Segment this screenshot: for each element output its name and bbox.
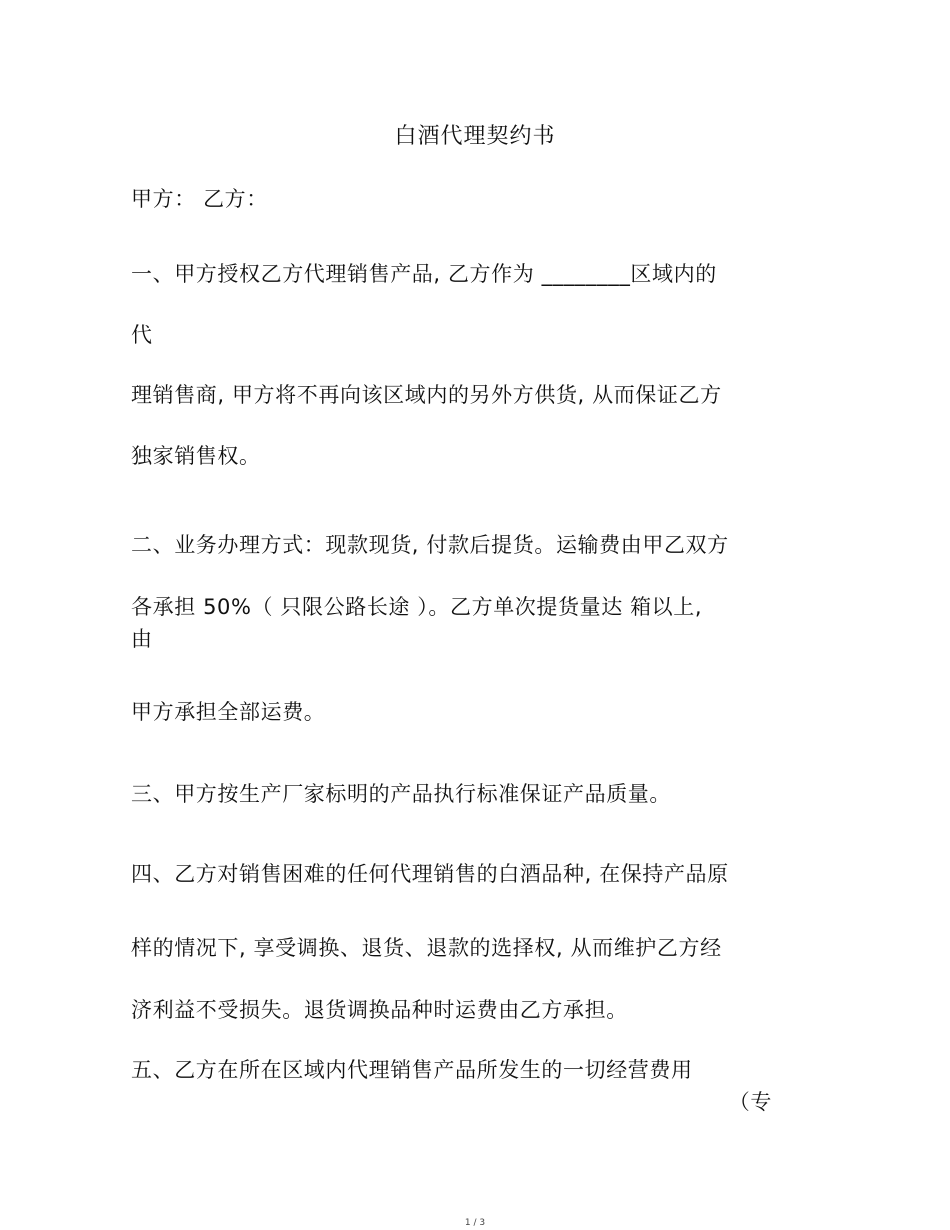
page-number: 1 / 3 [464,1218,486,1228]
document-title: 白酒代理契约书 [394,124,556,149]
clause-2-line-1: 二、业务办理方式：现款现货, 付款后提货。运输费由甲乙双方 [131,533,729,557]
clause-2-line-2: 各承担 50%（ 只限公路长途 ）。乙方单次提货量达 箱以上, [131,595,703,619]
clause-5-line-2: （专 [728,1090,772,1114]
clause-3-line-1: 三、甲方按生产厂家标明的产品执行标准保证产品质量。 [131,782,671,806]
clause-4-line-3: 济利益不受损失。退货调换品种时运费由乙方承担。 [131,998,628,1022]
clause-1-line-2: 代 [131,323,153,347]
clause-4-line-2: 样的情况下, 享受调换、退货、退款的选择权, 从而维护乙方经 [131,936,722,960]
clause-1-line-4: 独家销售权。 [131,444,261,468]
clause-1-line-3: 理销售商, 甲方将不再向该区域内的另外方供货, 从而保证乙方 [131,383,722,407]
clause-2-line-4: 甲方承担全部运费。 [131,700,326,724]
clause-5-line-1: 五、乙方在所在区域内代理销售产品所发生的一切经营费用 [131,1058,693,1082]
party-line: 甲方： 乙方： [131,187,268,211]
clause-4-line-1: 四、乙方对销售困难的任何代理销售的白酒品种, 在保持产品原 [131,862,729,886]
clause-1-line-1: 一、甲方授权乙方代理销售产品, 乙方作为 ________区域内的 [131,262,717,286]
clause-2-line-3: 由 [131,627,153,651]
